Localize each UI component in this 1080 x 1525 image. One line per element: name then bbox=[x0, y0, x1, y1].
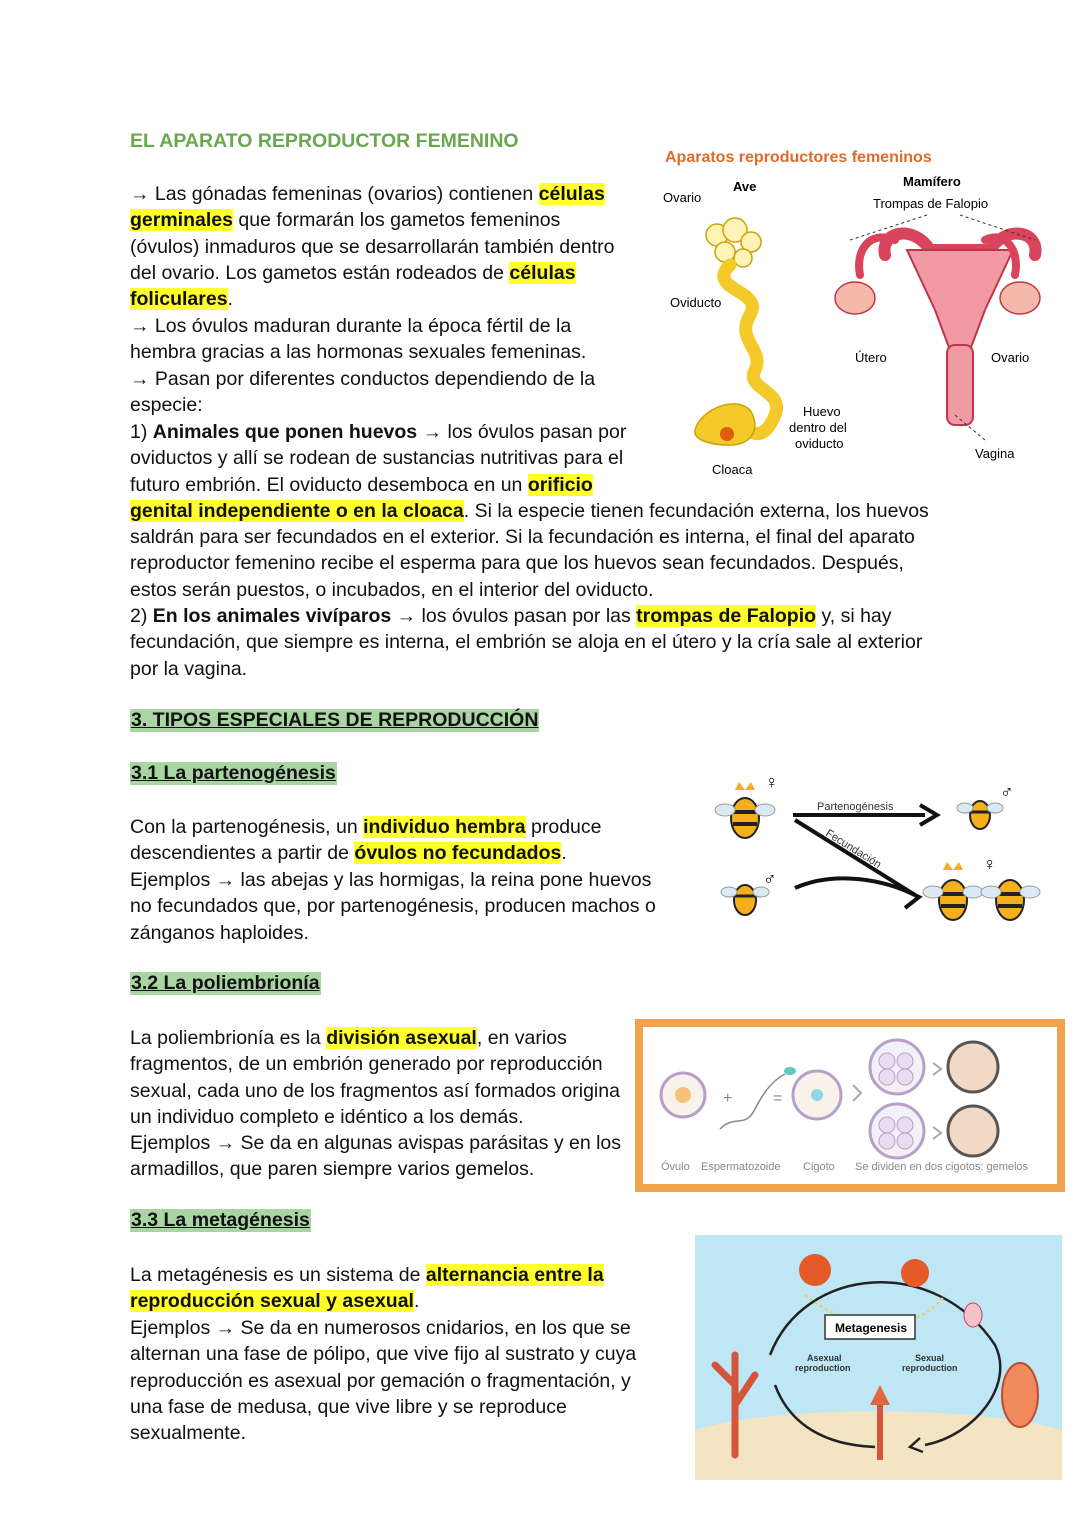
intro-line-2: → Los óvulos maduran durante la época fértil de la hembra gracias a las hormonas sexuales femeninas. bbox=[130, 315, 587, 364]
svg-text:Ovario: Ovario bbox=[663, 190, 702, 205]
highlight-alternancia: alternancia entre la reproducción sexual y asexual bbox=[130, 1264, 604, 1313]
highlight-trompas: trompas de Falopio bbox=[636, 605, 817, 627]
svg-text:Metagenesis: Metagenesis bbox=[835, 1321, 908, 1335]
female-reproductive-figure bbox=[655, 140, 1065, 485]
svg-text:Se dividen en dos cigotos: gem: Se dividen en dos cigotos: gemelos bbox=[855, 1161, 1029, 1173]
svg-text:Espermatozoide: Espermatozoide bbox=[701, 1161, 781, 1173]
embryo-icon bbox=[948, 1042, 998, 1092]
svg-text:Cigoto: Cigoto bbox=[803, 1161, 835, 1173]
svg-text:♀: ♀ bbox=[983, 854, 997, 874]
svg-text:Útero: Útero bbox=[855, 350, 887, 365]
svg-text:=: = bbox=[773, 1090, 783, 1107]
highlight-ovulos-no-fecundados: óvulos no fecundados bbox=[354, 842, 562, 865]
svg-text:Partenogénesis: Partenogénesis bbox=[817, 801, 894, 813]
highlight-celulas-germinales: células germinales bbox=[130, 183, 605, 232]
svg-text:oviducto: oviducto bbox=[795, 436, 844, 451]
svg-text:Ave: Ave bbox=[733, 179, 757, 194]
s32-paragraph: La poliembrionía es la división asexual, en varios fragmentos, de un embrión generado por reproducción sexual, cada uno de los fragmentos así formados origina un individuo completo e idéntico a los demás. bbox=[130, 1027, 620, 1128]
svg-text:Fecundación: Fecundación bbox=[823, 827, 884, 871]
figure-title: Aparatos reproductores femeninos bbox=[665, 149, 932, 166]
s33-paragraph: La metagénesis es un sistema de alternancia entre la reproducción sexual y asexual. bbox=[130, 1264, 604, 1313]
partenogenesis-figure bbox=[705, 760, 1055, 945]
offspring-male-bee-icon bbox=[957, 801, 1003, 829]
svg-text:♂: ♂ bbox=[763, 869, 777, 889]
svg-text:Mamífero: Mamífero bbox=[903, 174, 961, 189]
section-3-3-heading: 3.3 La metagénesis bbox=[131, 1209, 310, 1231]
s32-example: Ejemplos → Se da en algunas avispas parásitas y en los armadillos, que paren siempre varios gemelos. bbox=[130, 1132, 622, 1181]
metagenesis-figure bbox=[695, 1235, 1062, 1480]
s31-paragraph: Con la partenogénesis, un individuo hembra produce descendientes a partir de óvulos no fecundados. bbox=[130, 816, 602, 865]
item-1-paragraph: 1) Animales que ponen huevos → los óvulos pasan por oviductos y allí se rodean de sustancias nutritivas para el futuro embrión. El oviducto desemboca en un orificio genital independiente o en la cloaca. Si la especie tienen fecundación externa, los huevos saldrán para ser fecundados en el exterior. Si la fecundación es interna, el final del aparato reproductor femenino recibe el esperma para que los huevos sean fecundados. Después, estos serán puestos, o incubados, en el interior del oviducto. bbox=[130, 421, 929, 601]
mammal-uterus-icon bbox=[835, 234, 1040, 425]
section-3-heading: 3. TIPOS ESPECIALES DE REPRODUCCIÓN bbox=[131, 709, 539, 731]
s33-example: Ejemplos → Se da en numerosos cnidarios, en los que se alternan una fase de pólipo, que vive fijo al sustrato y cuya reproducción es asexual por gemación o fragmentación, y una fase de medusa, que vive libre y se reproduce sexualmente. bbox=[130, 1317, 637, 1445]
divided-cells-icon bbox=[870, 1040, 924, 1094]
svg-text:Vagina: Vagina bbox=[975, 446, 1015, 461]
svg-text:Asexual: Asexual bbox=[807, 1353, 842, 1363]
planula-icon bbox=[1002, 1363, 1038, 1427]
svg-text:Ovario: Ovario bbox=[991, 350, 1030, 365]
svg-text:Trompas de Falopio: Trompas de Falopio bbox=[873, 196, 989, 211]
section-3-2-heading: 3.2 La poliembrionía bbox=[131, 972, 320, 994]
svg-text:dentro del: dentro del bbox=[789, 420, 847, 435]
offspring-female-bees-icon bbox=[923, 862, 1040, 920]
svg-text:reproduction: reproduction bbox=[795, 1363, 851, 1373]
svg-text:Oviducto: Oviducto bbox=[670, 295, 722, 310]
item-2-paragraph: 2) En los animales vivíparos → los óvulos pasan por las trompas de Falopio y, si hay fecundación, que siempre es interna, el embrión se aloja en el útero y la cría sale al exterior por la vagina. bbox=[130, 605, 923, 680]
section-3-1-heading: 3.1 La partenogénesis bbox=[131, 762, 336, 784]
male-bee-icon bbox=[721, 885, 769, 915]
intro-line-3: → Pasan por diferentes conductos dependiendo de la especie: bbox=[130, 368, 596, 417]
svg-text:Óvulo: Óvulo bbox=[661, 1161, 690, 1173]
svg-text:♂: ♂ bbox=[1000, 782, 1014, 802]
page-title: EL APARATO REPRODUCTOR FEMENINO bbox=[130, 130, 519, 152]
highlight-individuo-hembra: individuo hembra bbox=[363, 816, 526, 838]
highlight-celulas-foliculares: células foliculares bbox=[130, 261, 576, 311]
svg-text:Cloaca: Cloaca bbox=[712, 462, 753, 477]
svg-text:Huevo: Huevo bbox=[803, 404, 841, 419]
svg-text:Sexual: Sexual bbox=[915, 1353, 945, 1363]
highlight-division-asexual: división asexual bbox=[326, 1027, 477, 1049]
svg-text:♀: ♀ bbox=[765, 772, 779, 792]
medusa-icon bbox=[799, 1254, 831, 1286]
svg-text:+: + bbox=[723, 1090, 733, 1107]
intro-paragraph: → Las gónadas femeninas (ovarios) contienen células germinales que formarán los gametos femeninos (óvulos) inmaduros que se desarrollarán también dentro del ovario. Los gametos están rodeados de células foliculares. bbox=[130, 183, 615, 311]
highlight-orificio: orificio genital independiente o en la cloaca bbox=[130, 473, 593, 522]
poliembrionia-figure bbox=[635, 1019, 1065, 1192]
svg-text:reproduction: reproduction bbox=[902, 1363, 958, 1373]
s31-example: Ejemplos → las abejas y las hormigas, la reina pone huevos no fecundados que, por partenogénesis, producen machos o zánganos haploides. bbox=[130, 869, 656, 944]
